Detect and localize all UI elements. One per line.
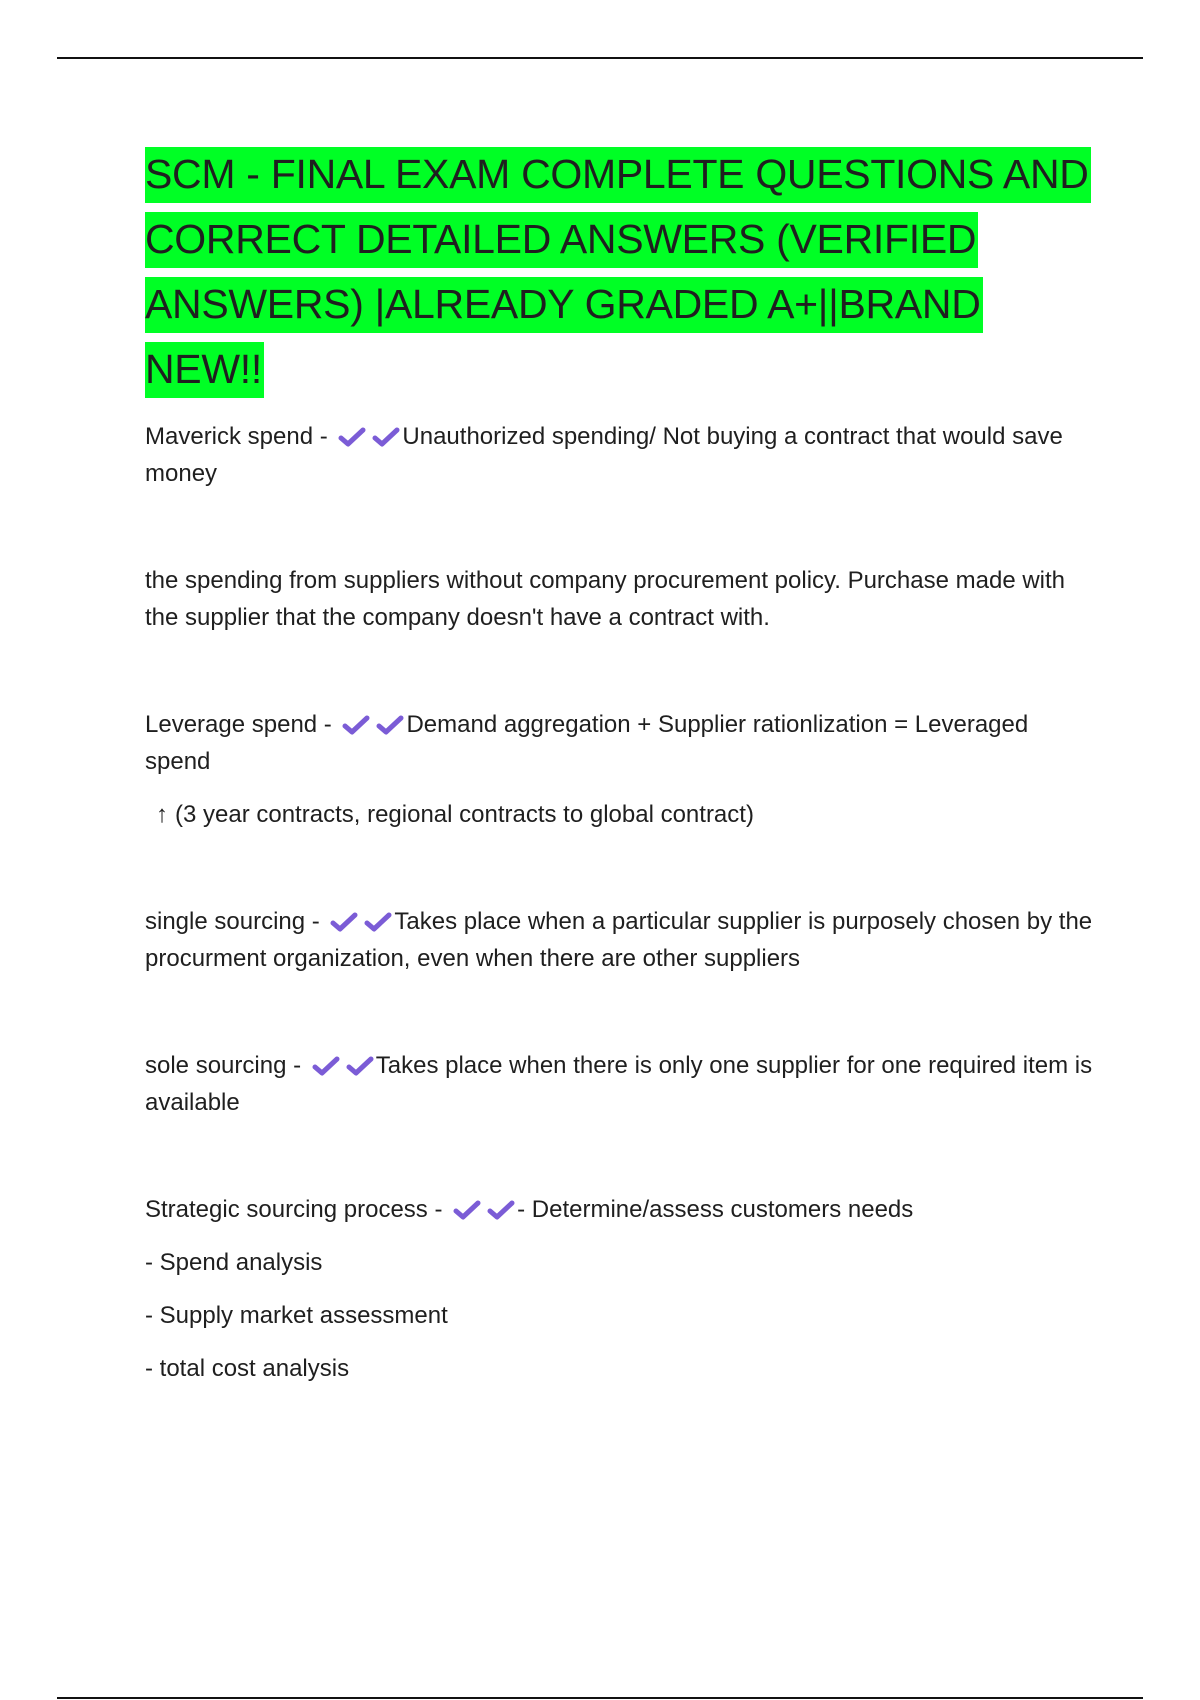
qa-entry-maverick-spend [145,418,1095,492]
check-icon [338,426,368,446]
check-icon [330,911,360,931]
term: Maverick spend - [145,423,335,450]
check-icon [376,714,406,734]
qa-entry-single-sourcing [145,903,1095,977]
answer: Takes place when a particular supplier is purposely chosen by the procurment organization, even when there are other suppliers [145,908,1093,972]
up-arrow-icon: ↑ [156,801,168,828]
term: sole sourcing - [145,1052,308,1079]
qa-entry-leverage-spend [145,706,1095,780]
check-icon [342,714,372,734]
term: Strategic sourcing process - [145,1196,450,1223]
check-icon [312,1055,342,1075]
document-title [145,142,1095,402]
bottom-rule [57,1697,1143,1699]
list-item: - Spend analysis [145,1249,323,1276]
note: (3 year contracts, regional contracts to global contract) [175,801,754,828]
list-item: - total cost analysis [145,1355,350,1382]
check-icon [453,1199,483,1219]
list-item: - Supply market assessment [145,1302,448,1329]
document-body [145,142,1095,1387]
leverage-note [145,796,1095,833]
answer: - Determine/assess customers needs [517,1196,914,1223]
top-rule [57,57,1143,59]
check-icon [487,1199,517,1219]
paragraph-procurement-policy: the spending from suppliers without company procurement policy. Purchase made with the supplier that the company doesn't have a contract with. [145,567,1066,631]
check-icon [346,1055,376,1075]
answer: Unauthorized spending/ Not buying a contract that would save money [145,423,1063,487]
answer: Takes place when there is only one supplier for one required item is available [145,1052,1093,1116]
qa-entry-sole-sourcing [145,1047,1095,1121]
term: Leverage spend - [145,711,339,738]
check-icon [364,911,394,931]
answer: Demand aggregation + Supplier rationlization = Leveraged spend [145,711,1029,775]
term: single sourcing - [145,908,327,935]
check-icon [372,426,402,446]
title-highlight: SCM - FINAL EXAM COMPLETE QUESTIONS AND CORRECT DETAILED ANSWERS (VERIFIED ANSWERS) |ALREADY GRADED A+||BRAND NEW!! [145,147,1091,398]
qa-entry-strategic-sourcing [145,1191,1095,1228]
